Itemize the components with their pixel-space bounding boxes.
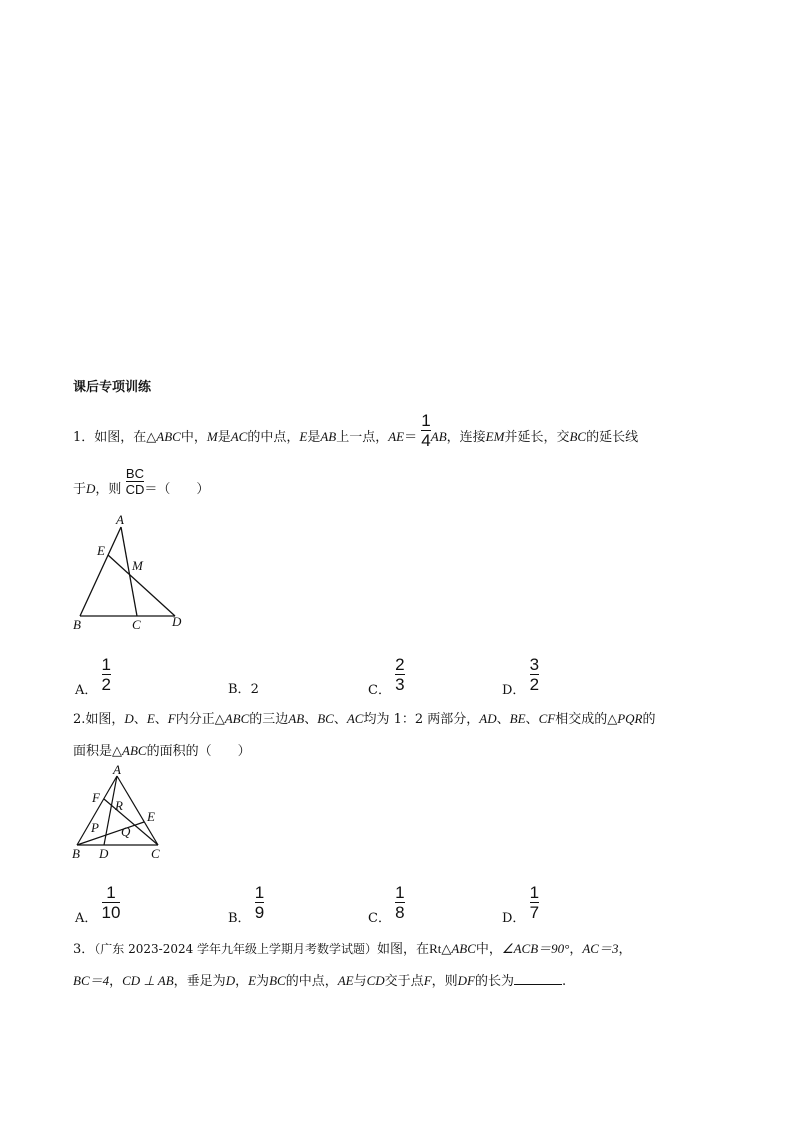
q2-var: ABC — [122, 743, 147, 758]
q3-line-2 — [73, 972, 566, 991]
q1-line-1 — [73, 411, 639, 450]
fraction-denominator: 4 — [421, 431, 431, 450]
q2-var: CF — [538, 711, 556, 726]
fraction-numerator: 1 — [421, 411, 431, 430]
q3-var: BC — [269, 973, 286, 988]
q3-condition: CD ⊥ AB — [122, 973, 174, 988]
q1-text: 的中点， — [247, 430, 300, 445]
q2-var: F — [167, 711, 176, 726]
q2-option-a[interactable] — [75, 884, 120, 926]
q2-option-c[interactable] — [368, 884, 405, 926]
option-letter: D． — [502, 911, 526, 926]
q2-text: 、 — [333, 712, 347, 727]
q2-line-2 — [73, 742, 251, 761]
q3-var: DF — [457, 973, 475, 988]
option-fraction — [395, 884, 404, 921]
q3-var: Rt△ — [429, 941, 452, 956]
q3-text: 如图，在 — [377, 942, 430, 957]
q1-text: 于 — [73, 482, 87, 497]
fraction-denominator: 7 — [529, 903, 540, 922]
q2-seg-BE — [77, 822, 144, 845]
fraction-numerator: BC — [125, 466, 144, 481]
q1-var: AB — [430, 429, 447, 444]
option-letter: A． — [75, 683, 98, 698]
q2-label-B: B — [72, 846, 80, 861]
q3-source: （广东 2023-2024 学年九年级上学期月考数学试题） — [94, 942, 378, 956]
fraction-numerator: 1 — [106, 883, 116, 902]
q1-text: 中， — [180, 430, 207, 445]
q2-var: BE — [509, 711, 526, 726]
q1-ratio-fraction — [126, 467, 145, 496]
q3-text: ， — [618, 942, 632, 957]
q2-var: AC — [346, 711, 364, 726]
q1-var: AE — [388, 429, 405, 444]
q3-number: 3． — [73, 942, 95, 957]
q3-var: E — [248, 973, 257, 988]
q2-text: 内分正△ — [175, 712, 225, 727]
fraction-numerator: 1 — [101, 655, 111, 674]
q1-text: 如图，在△ — [94, 430, 157, 445]
q3-answer-blank[interactable] — [514, 972, 562, 985]
option-value: 2 — [250, 682, 259, 697]
q1-var: D — [86, 481, 96, 496]
fraction-numerator: 3 — [529, 655, 540, 674]
q1-option-c[interactable] — [368, 656, 405, 698]
option-letter: A． — [75, 911, 98, 926]
option-letter: D． — [502, 683, 526, 698]
q3-text: 的长为 — [475, 974, 515, 989]
q3-condition: AC＝3 — [582, 941, 619, 956]
q2-label-A: A — [113, 764, 121, 777]
q2-line-1 — [73, 710, 655, 729]
q1-answer-paren: ＝（ ） — [144, 482, 210, 497]
q1-var: AB — [320, 429, 337, 444]
option-fraction — [255, 884, 264, 921]
q2-text: 相交成的△ — [555, 712, 618, 727]
q3-text: 交于点 — [384, 974, 424, 989]
q1-figure — [70, 512, 195, 632]
fraction-denominator: 8 — [395, 903, 405, 922]
q1-label-E: E — [97, 543, 105, 558]
q2-var: AB — [288, 711, 305, 726]
option-letter: C． — [368, 911, 391, 926]
q3-text: 为 — [256, 974, 270, 989]
q2-label-R: R — [115, 798, 123, 813]
q1-triangle: ABC — [156, 429, 181, 444]
fraction-numerator: 2 — [395, 655, 405, 674]
q1-label-C: C — [132, 617, 141, 632]
q1-var: E — [299, 429, 308, 444]
q3-text: 的中点， — [285, 974, 338, 989]
q3-var: F — [423, 973, 432, 988]
q2-label-F: F — [92, 790, 100, 805]
q3-text: ， — [109, 974, 123, 989]
q2-text: 、 — [154, 712, 168, 727]
q3-var: D — [225, 973, 236, 988]
fraction-numerator: 1 — [529, 883, 540, 902]
q2-option-d[interactable] — [502, 884, 539, 926]
q2-option-b[interactable] — [228, 884, 264, 926]
q3-line-1 — [73, 940, 631, 959]
q2-text: 、 — [496, 712, 510, 727]
q3-condition: BC＝4 — [73, 973, 110, 988]
q2-text: 的面积的（ ） — [146, 744, 251, 759]
q3-var: ABC — [451, 941, 476, 956]
option-letter: B． — [228, 682, 251, 697]
q2-text: 面积是△ — [73, 744, 122, 759]
q2-var: ABC — [224, 711, 250, 726]
fraction-numerator: 1 — [395, 883, 405, 902]
q3-text: 中， — [475, 942, 502, 957]
q2-var: E — [146, 711, 155, 726]
q3-angle: ∠ACB＝90° — [501, 941, 570, 956]
q1-line-2 — [73, 466, 210, 499]
q1-var: AC — [230, 429, 248, 444]
q2-label-C: C — [151, 846, 160, 861]
q1-option-b[interactable] — [228, 678, 259, 697]
q3-text: ， — [569, 942, 583, 957]
q1-label-A: A — [116, 512, 124, 527]
q3-text: ，则 — [431, 974, 458, 989]
q1-var: M — [206, 429, 218, 444]
q1-var: BC — [569, 429, 587, 444]
fraction-numerator: 1 — [254, 883, 265, 902]
q1-text: 的延长线 — [586, 430, 639, 445]
q1-equals: ＝ — [404, 430, 418, 445]
q2-text: 、 — [525, 712, 539, 727]
q2-label-P: P — [91, 820, 99, 835]
fraction-denominator: 10 — [101, 903, 121, 922]
q2-text: 的 — [642, 712, 656, 727]
option-fraction — [530, 884, 539, 921]
q1-label-B: B — [73, 617, 81, 632]
q3-text: ， — [235, 974, 249, 989]
q2-label-D: D — [99, 846, 109, 861]
q2-var: D — [124, 711, 134, 726]
q1-number: 1． — [73, 430, 95, 445]
fraction-denominator: CD — [125, 482, 145, 497]
q2-text: 均为 1：2 两部分， — [363, 712, 480, 727]
q1-fraction-quarter — [421, 412, 430, 449]
option-letter: C． — [368, 683, 391, 698]
q2-var: BC — [317, 711, 334, 726]
q3-text: ，垂足为 — [173, 974, 226, 989]
q2-var: PQR — [617, 711, 643, 726]
q1-option-a[interactable] — [75, 656, 111, 698]
q3-text: 与 — [353, 974, 367, 989]
q3-var: CD — [366, 973, 385, 988]
fraction-denominator: 2 — [529, 675, 540, 694]
q2-var: AD — [479, 711, 497, 726]
q2-text: 2.如图， — [73, 712, 125, 727]
option-fraction — [530, 656, 539, 693]
q1-var: EM — [485, 429, 505, 444]
q1-text: 是 — [307, 430, 321, 445]
q3-var: AE — [337, 973, 354, 988]
q2-text: 、 — [304, 712, 318, 727]
q2-text: 、 — [133, 712, 147, 727]
q3-text: . — [562, 974, 567, 989]
q1-seg-AB — [80, 527, 121, 616]
q1-label-M: M — [132, 558, 143, 573]
fraction-denominator: 2 — [101, 675, 111, 694]
fraction-denominator: 3 — [395, 675, 405, 694]
q1-text: 是 — [217, 430, 231, 445]
q1-text: ，则 — [95, 482, 122, 497]
option-fraction — [395, 656, 404, 693]
section-heading: 课后专项训练 — [73, 380, 152, 395]
q1-text: 上一点， — [336, 430, 389, 445]
q1-text: ，连接 — [446, 430, 486, 445]
q2-label-E: E — [147, 809, 155, 824]
q2-label-Q: Q — [121, 824, 131, 839]
fraction-denominator: 9 — [254, 903, 265, 922]
option-letter: B． — [228, 911, 251, 926]
q2-text: 的三边 — [249, 712, 289, 727]
q1-label-D: D — [172, 614, 182, 629]
option-fraction — [102, 656, 111, 693]
q1-text: 并延长，交 — [504, 430, 570, 445]
option-fraction — [102, 884, 121, 921]
q2-figure — [70, 764, 170, 862]
q1-option-d[interactable] — [502, 656, 539, 698]
